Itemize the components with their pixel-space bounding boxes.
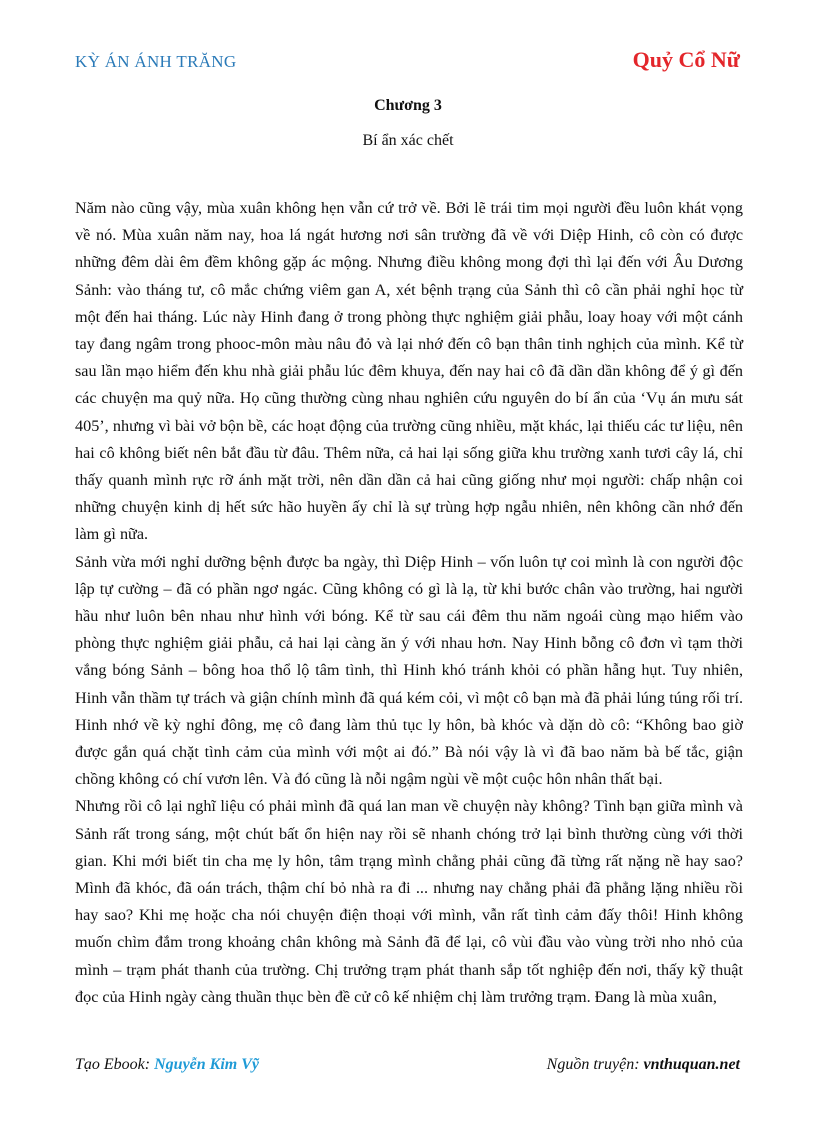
chapter-subtitle: Bí ẩn xác chết (362, 132, 454, 149)
chapter-title: Chương 3 (374, 97, 442, 114)
paragraph: Nhưng rồi cô lại nghĩ liệu có phải mình đã quá lan man về chuyện này không? Tình bạn giữa mình và Sảnh rất trong sáng, một chút bất ổn hiện nay rồi sẽ nhanh chóng trở lại bình thường cùng với thời gian. Khi mới biết tin cha mẹ ly hôn, tâm trạng mình chẳng phải cũng đã từng rất nặng nề hay sao? Mình đã khóc, đã oán trách, thậm chí bỏ nhà ra đi ... nhưng nay chẳng phải đã phẳng lặng nhiều rồi hay sao? Khi mẹ hoặc cha nói chuyện điện thoại với mình, vẫn rất tình cảm đấy thôi! Hinh không muốn chìm đắm trong khoảng chân không mà Sảnh đã để lại, cô vùi đầu vào vùng trời nho nhỏ của mình – trạm phát thanh của trường. Chị trưởng trạm phát thanh sắp tốt nghiệp đến nơi, thấy kỹ thuật đọc của Hinh ngày càng thuần thục bèn đề cử cô kế nhiệm chị làm trưởng trạm. Đang là mùa xuân, (75, 797, 743, 1006)
ebook-author: Nguyễn Kim Vỹ (154, 1056, 259, 1073)
ebook-credit (75, 1056, 259, 1074)
paragraph: Sảnh vừa mới nghỉ dưỡng bệnh được ba ngày, thì Diệp Hinh – vốn luôn tự coi mình là con người độc lập tự cường – đã có phần ngơ ngác. Cũng không có gì là lạ, từ khi bước chân vào trường, hai người hầu như luôn bên nhau như hình với bóng. Kể từ sau cái đêm thu năm ngoái cùng mạo hiểm vào phòng thực nghiệm giải phẫu, cả hai lại càng ăn ý với nhau hơn. Nay Hinh bỗng cô đơn vì tạm thời vắng bóng Sảnh – bông hoa thổ lộ tâm tình, thì Hinh khó tránh khỏi có phần hẫng hụt. Tuy nhiên, Hinh vẫn thầm tự trách và giận chính mình đã quá kém cỏi, vì một cô bạn mà đã phải lúng túng rối trí. Hinh nhớ về kỳ nghỉ đông, mẹ cô đang làm thủ tục ly hôn, bà khóc và dặn dò cô: “Không bao giờ được gắn quá chặt tình cảm của mình với một ai đó.” Bà nói vậy là vì đã bao năm bà bế tắc, giận chồng không có chí vươn lên. Và đó cũng là nỗi ngậm ngùi về một cuộc hôn nhân thất bại. (75, 552, 743, 789)
source-label: Nguồn truyện (546, 1056, 635, 1073)
paragraph: Năm nào cũng vậy, mùa xuân không hẹn vẫn cứ trở về. Bởi lẽ trái tim mọi người đều luôn khát vọng về nó. Mùa xuân năm nay, hoa lá ngát hương nơi sân trường đã về với Diệp Hinh, cô còn có được những đêm dài êm đềm không gặp ác mộng. Nhưng điều không mong đợi thì lại đến với Âu Dương Sảnh: vào tháng tư, cô mắc chứng viêm gan A, xét bệnh trạng của Sảnh thì cô cần phải nghỉ học từ một đến hai tháng. Lúc này Hinh đang ở trong phòng thực nghiệm giải phẫu, loay hoay với một cánh tay đang ngâm trong phooc-môn màu nâu đỏ và lại nhớ đến cô bạn thân tinh nghịch của mình. Kể từ sau lần mạo hiểm đến khu nhà giải phẫu lúc đêm khuya, đến nay hai cô đã dần dần không để ý gì đến các chuyện ma quỷ nữa. Họ cũng thường cùng nhau nghiên cứu nguyên do bí ẩn của ‘Vụ án mưu sát 405’, nhưng vì bài vở bộn bề, các hoạt động của trường cũng nhiều, mặt khác, lại thiếu các tư liệu, nên hai cô không biết nên bắt đầu từ đâu. Thêm nữa, cả hai lại sống giữa khu trường xanh tươi cây lá, chỉ thấy quanh mình rực rỡ ánh mặt trời, nên dần dần cả hai cũng giống như mọi người: chấp nhận coi những chuyện kinh dị hết sức hão huyền ấy chỉ là sự trùng hợp ngẫu nhiên, nên không cần nhớ đến làm gì nữa. (75, 199, 743, 544)
ebook-label: Tạo Ebook (75, 1056, 145, 1073)
source-site: vnthuquan.net (643, 1056, 740, 1073)
book-title: KỲ ÁN ÁNH TRĂNG (75, 52, 237, 71)
source-separator: : (634, 1056, 644, 1073)
chapter-body (75, 195, 743, 1011)
ebook-separator: : (144, 1056, 155, 1073)
source-credit (547, 1056, 740, 1074)
author-name: Quỷ Cổ Nữ (632, 47, 740, 72)
